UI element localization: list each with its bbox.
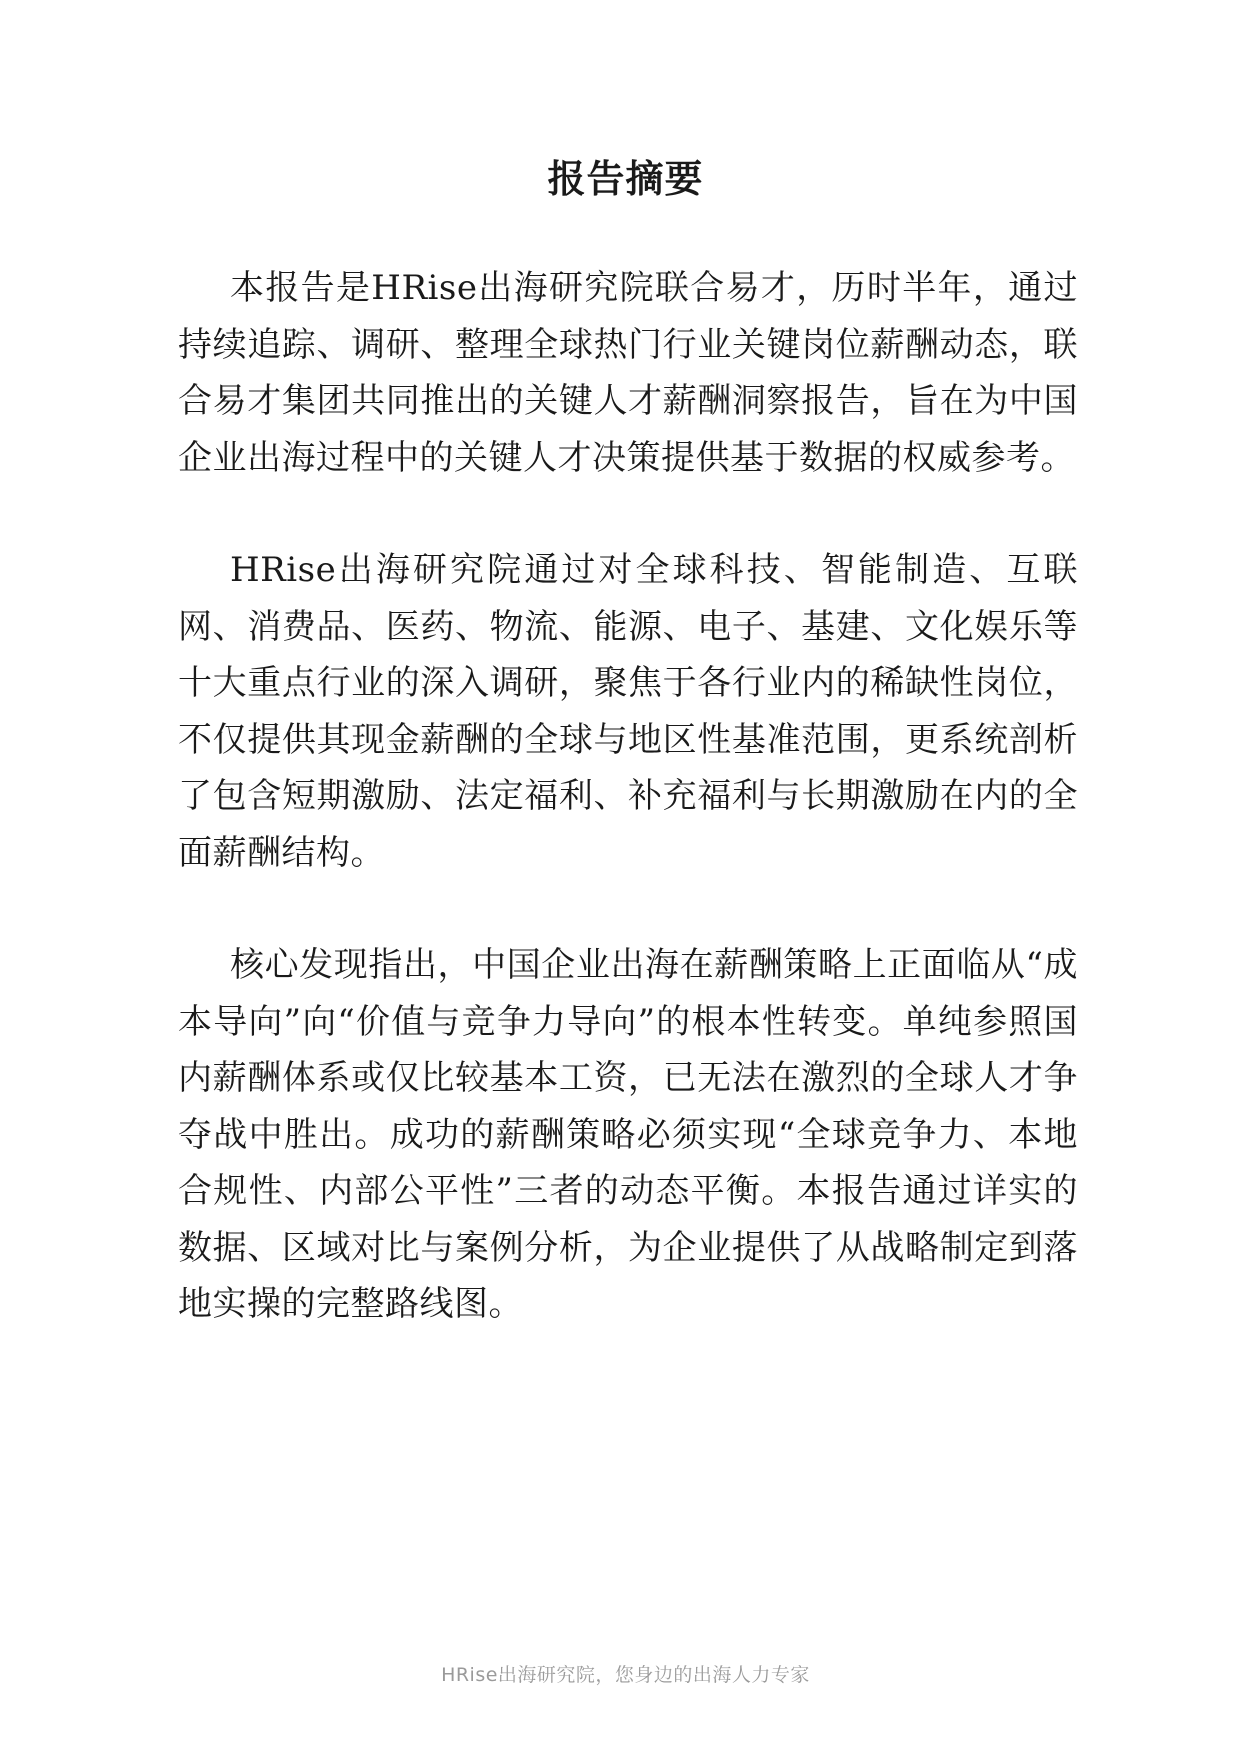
abstract-body: [178, 260, 1078, 1389]
paragraph-findings: 核心发现指出，中国企业出海在薪酬策略上正面临从“成本导向”向“价值与竞争力导向”的根本性转变。单纯参照国内薪酬体系或仅比较基本工资，已无法在激烈的全球人才争夺战中胜出。成功的薪酬策略必须实现“全球竞争力、本地合规性、内部公平性”三者的动态平衡。本报告通过详实的数据、区域对比与案例分析，为企业提供了从战略制定到落地实操的完整路线图。: [178, 945, 1078, 1324]
page-title: 报告摘要: [547, 157, 704, 201]
paragraph-intro: 本报告是HRise出海研究院联合易才，历时半年，通过持续追踪、调研、整理全球热门行业关键岗位薪酬动态，联合易才集团共同推出的关键人才薪酬洞察报告，旨在为中国企业出海过程中的关键人才决策提供基于数据的权威参考。: [178, 268, 1078, 478]
page-footer: HRise出海研究院，您身边的出海人力专家: [441, 1664, 810, 1686]
paragraph-scope: HRise出海研究院通过对全球科技、智能制造、互联网、消费品、医药、物流、能源、电子、基建、文化娱乐等十大重点行业的深入调研，聚焦于各行业内的稀缺性岗位，不仅提供其现金薪酬的全球与地区性基准范围，更系统剖析了包含短期激励、法定福利、补充福利与长期激励在内的全面薪酬结构。: [178, 550, 1078, 873]
